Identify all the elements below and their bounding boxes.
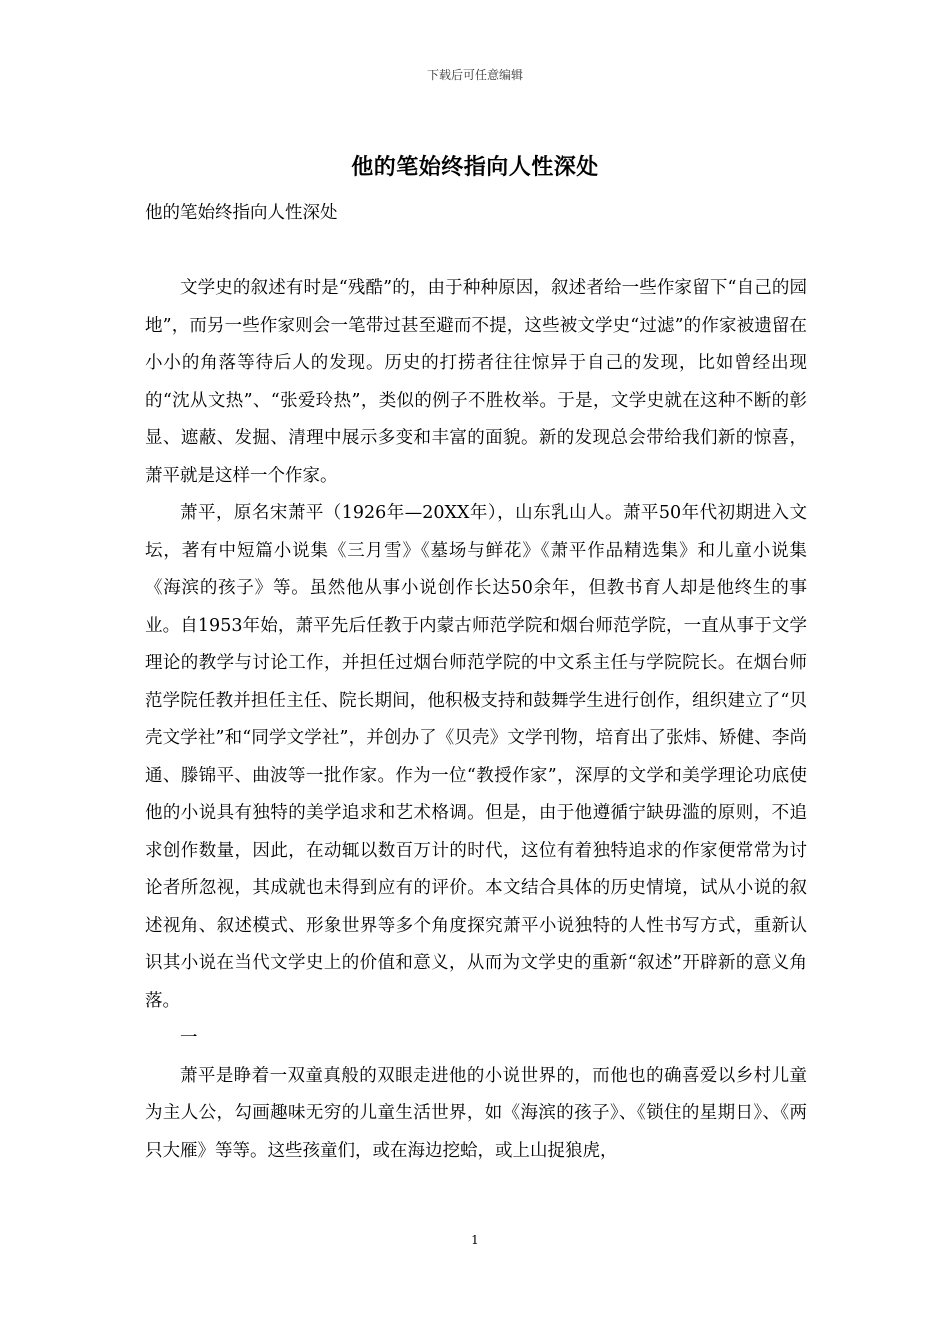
document-subtitle: 他的笔始终指向人性深处 [145,203,338,223]
document-title: 他的笔始终指向人性深处 [351,154,599,180]
paragraph-section-one: 萧平是睁着一双童真般的双眼走进他的小说世界的，而他也的确喜爱以乡村儿童为主人公，勾画趣味无穷的儿童生活世界，如《海滨的孩子》、《锁住的星期日》、《两只大雁》等等。这些孩童们，或在海边挖蛤，或上山捉狼虎， [145,1065,807,1161]
section-number: 一 [180,1028,198,1048]
page-header-note: 下载后可任意编辑 [426,68,523,82]
paragraph-biography: 萧平，原名宋萧平（1926年—20XX年），山东乳山人。萧平50年代初期进入文坛，著有中短篇小说集《三月雪》《墓场与鲜花》《萧平作品精选集》和儿童小说集《海滨的孩子》等。虽然他从事小说创作长达50余年，但教书育人却是他终生的事业。自1953年始，萧平先后任教于内蒙古师范学院和烟台师范学院，一直从事于文学理论的教学与讨论工作，并担任过烟台师范学院的中文系主任与学院院长。在烟台师范学院任教并担任主任、院长期间，他积极支持和鼓舞学生进行创作，组织建立了“贝壳文学社”和“同学文学社”，并创办了《贝壳》文学刊物，培育出了张炜、矫健、李尚通、滕锦平、曲波等一批作家。作为一位“教授作家”，深厚的文学和美学理论功底使他的小说具有独特的美学追求和艺术格调。但是，由于他遵循宁缺毋滥的原则，不追求创作数量，因此，在动辄以数百万计的时代，这位有着独特追求的作家便常常为讨论者所忽视，其成就也未得到应有的评价。本文结合具体的历史情境，试从小说的叙述视角、叙述模式、形象世界等多个角度探究萧平小说独特的人性书写方式，重新认识其小说在当代文学史上的价值和意义，从而为文学史的重新“叙述”开辟新的意义角落。 [145,503,807,1011]
paragraph-intro: 文学史的叙述有时是“残酷”的，由于种种原因，叙述者给一些作家留下“自己的园地”，而另一些作家则会一笔带过甚至避而不提，这些被文学史“过滤”的作家被遗留在小小的角落等待后人的发现。历史的打捞者往往惊异于自己的发现，比如曾经出现的“沈从文热”、“张爱玲热”，类似的例子不胜枚举。于是，文学史就在这种不断的彰显、遮蔽、发掘、清理中展示多变和丰富的面貌。新的发现总会带给我们新的惊喜，萧平就是这样一个作家。 [145,278,807,486]
page-number: 1 [471,1233,479,1247]
document-body [145,270,807,1170]
